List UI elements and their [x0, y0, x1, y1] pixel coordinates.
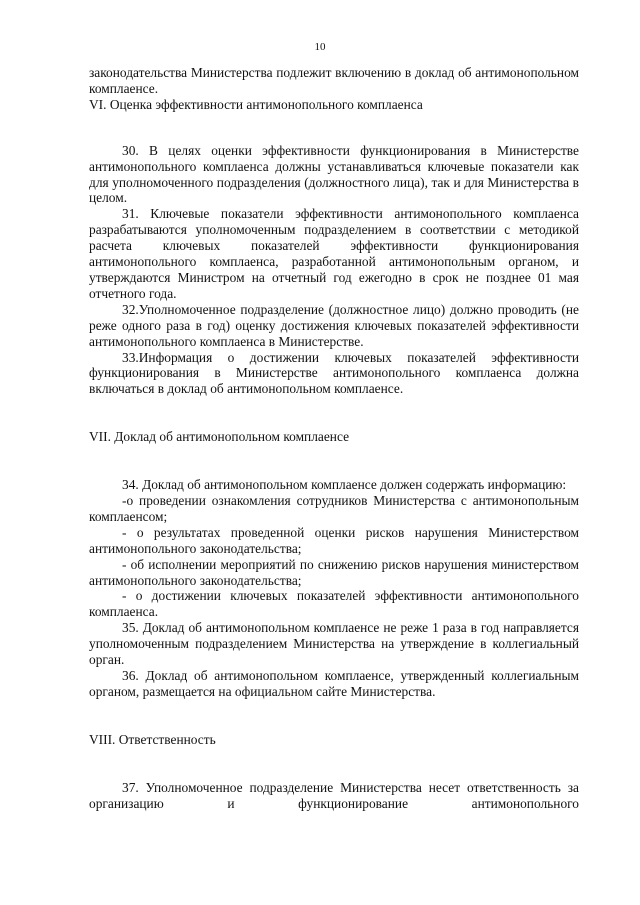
section-6-heading: VI. Оценка эффективности антимонопольного комплаенса [89, 96, 423, 112]
list-item: - о достижении ключевых показателей эффективности антимонопольного комплаенса. [89, 588, 579, 620]
list-item: -о проведении ознакомления сотрудников Министерства с антимонопольным комплаенсом; [89, 493, 579, 524]
section-8-heading: VIII. Ответственность [89, 731, 216, 747]
paragraph-35: 35. Доклад об антимонопольном комплаенсе не реже 1 раза в год направляется уполномоченным подразделением Министерства на утверждение в коллегиальный орган. [89, 620, 579, 668]
paragraph-33: 33.Информация о достижении ключевых показателей эффективности функционирования в Министерстве антимонопольного комплаенса должна включаться в доклад об антимонопольном комплаенсе. [89, 349, 579, 397]
intro-paragraph: законодательства Министерства подлежит включению в доклад об антимонопольном комплаенсе. [89, 65, 579, 96]
paragraph-31: 31. Ключевые показатели эффективности антимонопольного комплаенса разрабатываются уполномоченным подразделением в соответствии с методикой расчета ключевых показателей эффективности функционирования антимонопольного комплаенса, разработанной антимонопольным органом, и утверждаются Министром на отчетный год ежегодно в срок не позднее 01 мая отчетного года. [89, 206, 579, 301]
paragraph-32: 32.Уполномоченное подразделение (должностное лицо) должно проводить (не реже одного раза в год) оценку достижения ключевых показателей эффективности антимонопольного комплаенса в Министерстве. [89, 301, 579, 349]
list-item: - об исполнении мероприятий по снижению рисков нарушения министерством антимонопольного законодательства; [89, 556, 579, 588]
section-7-heading: VII. Доклад об антимонопольном комплаенсе [89, 429, 350, 445]
paragraph-34: 34. Доклад об антимонопольном комплаенсе должен содержать информацию: [122, 477, 567, 493]
spacer [89, 397, 579, 429]
paragraph-36: 36. Доклад об антимонопольном комплаенсе, утвержденный коллегиальным органом, размещается на официальном сайте Министерства. [89, 668, 579, 699]
list-item: - о результатах проведенной оценки рисков нарушения Министерством антимонопольного законодательства; [89, 524, 579, 556]
spacer [89, 113, 579, 143]
spacer [89, 748, 579, 780]
paragraph-37: 37. Уполномоченное подразделение Министерства несет ответственность за организацию и функционирование антимонопольного [89, 779, 579, 811]
page-number: 10 [314, 41, 326, 53]
document-body [89, 65, 579, 812]
spacer [89, 700, 579, 732]
spacer [89, 445, 579, 477]
paragraph-30: 30. В целях оценки эффективности функционирования в Министерстве антимонопольного комплаенса должны устанавливаться ключевые показатели как для уполномоченного подразделения (должностного лица), так и для Министерства в целом. [89, 142, 579, 206]
